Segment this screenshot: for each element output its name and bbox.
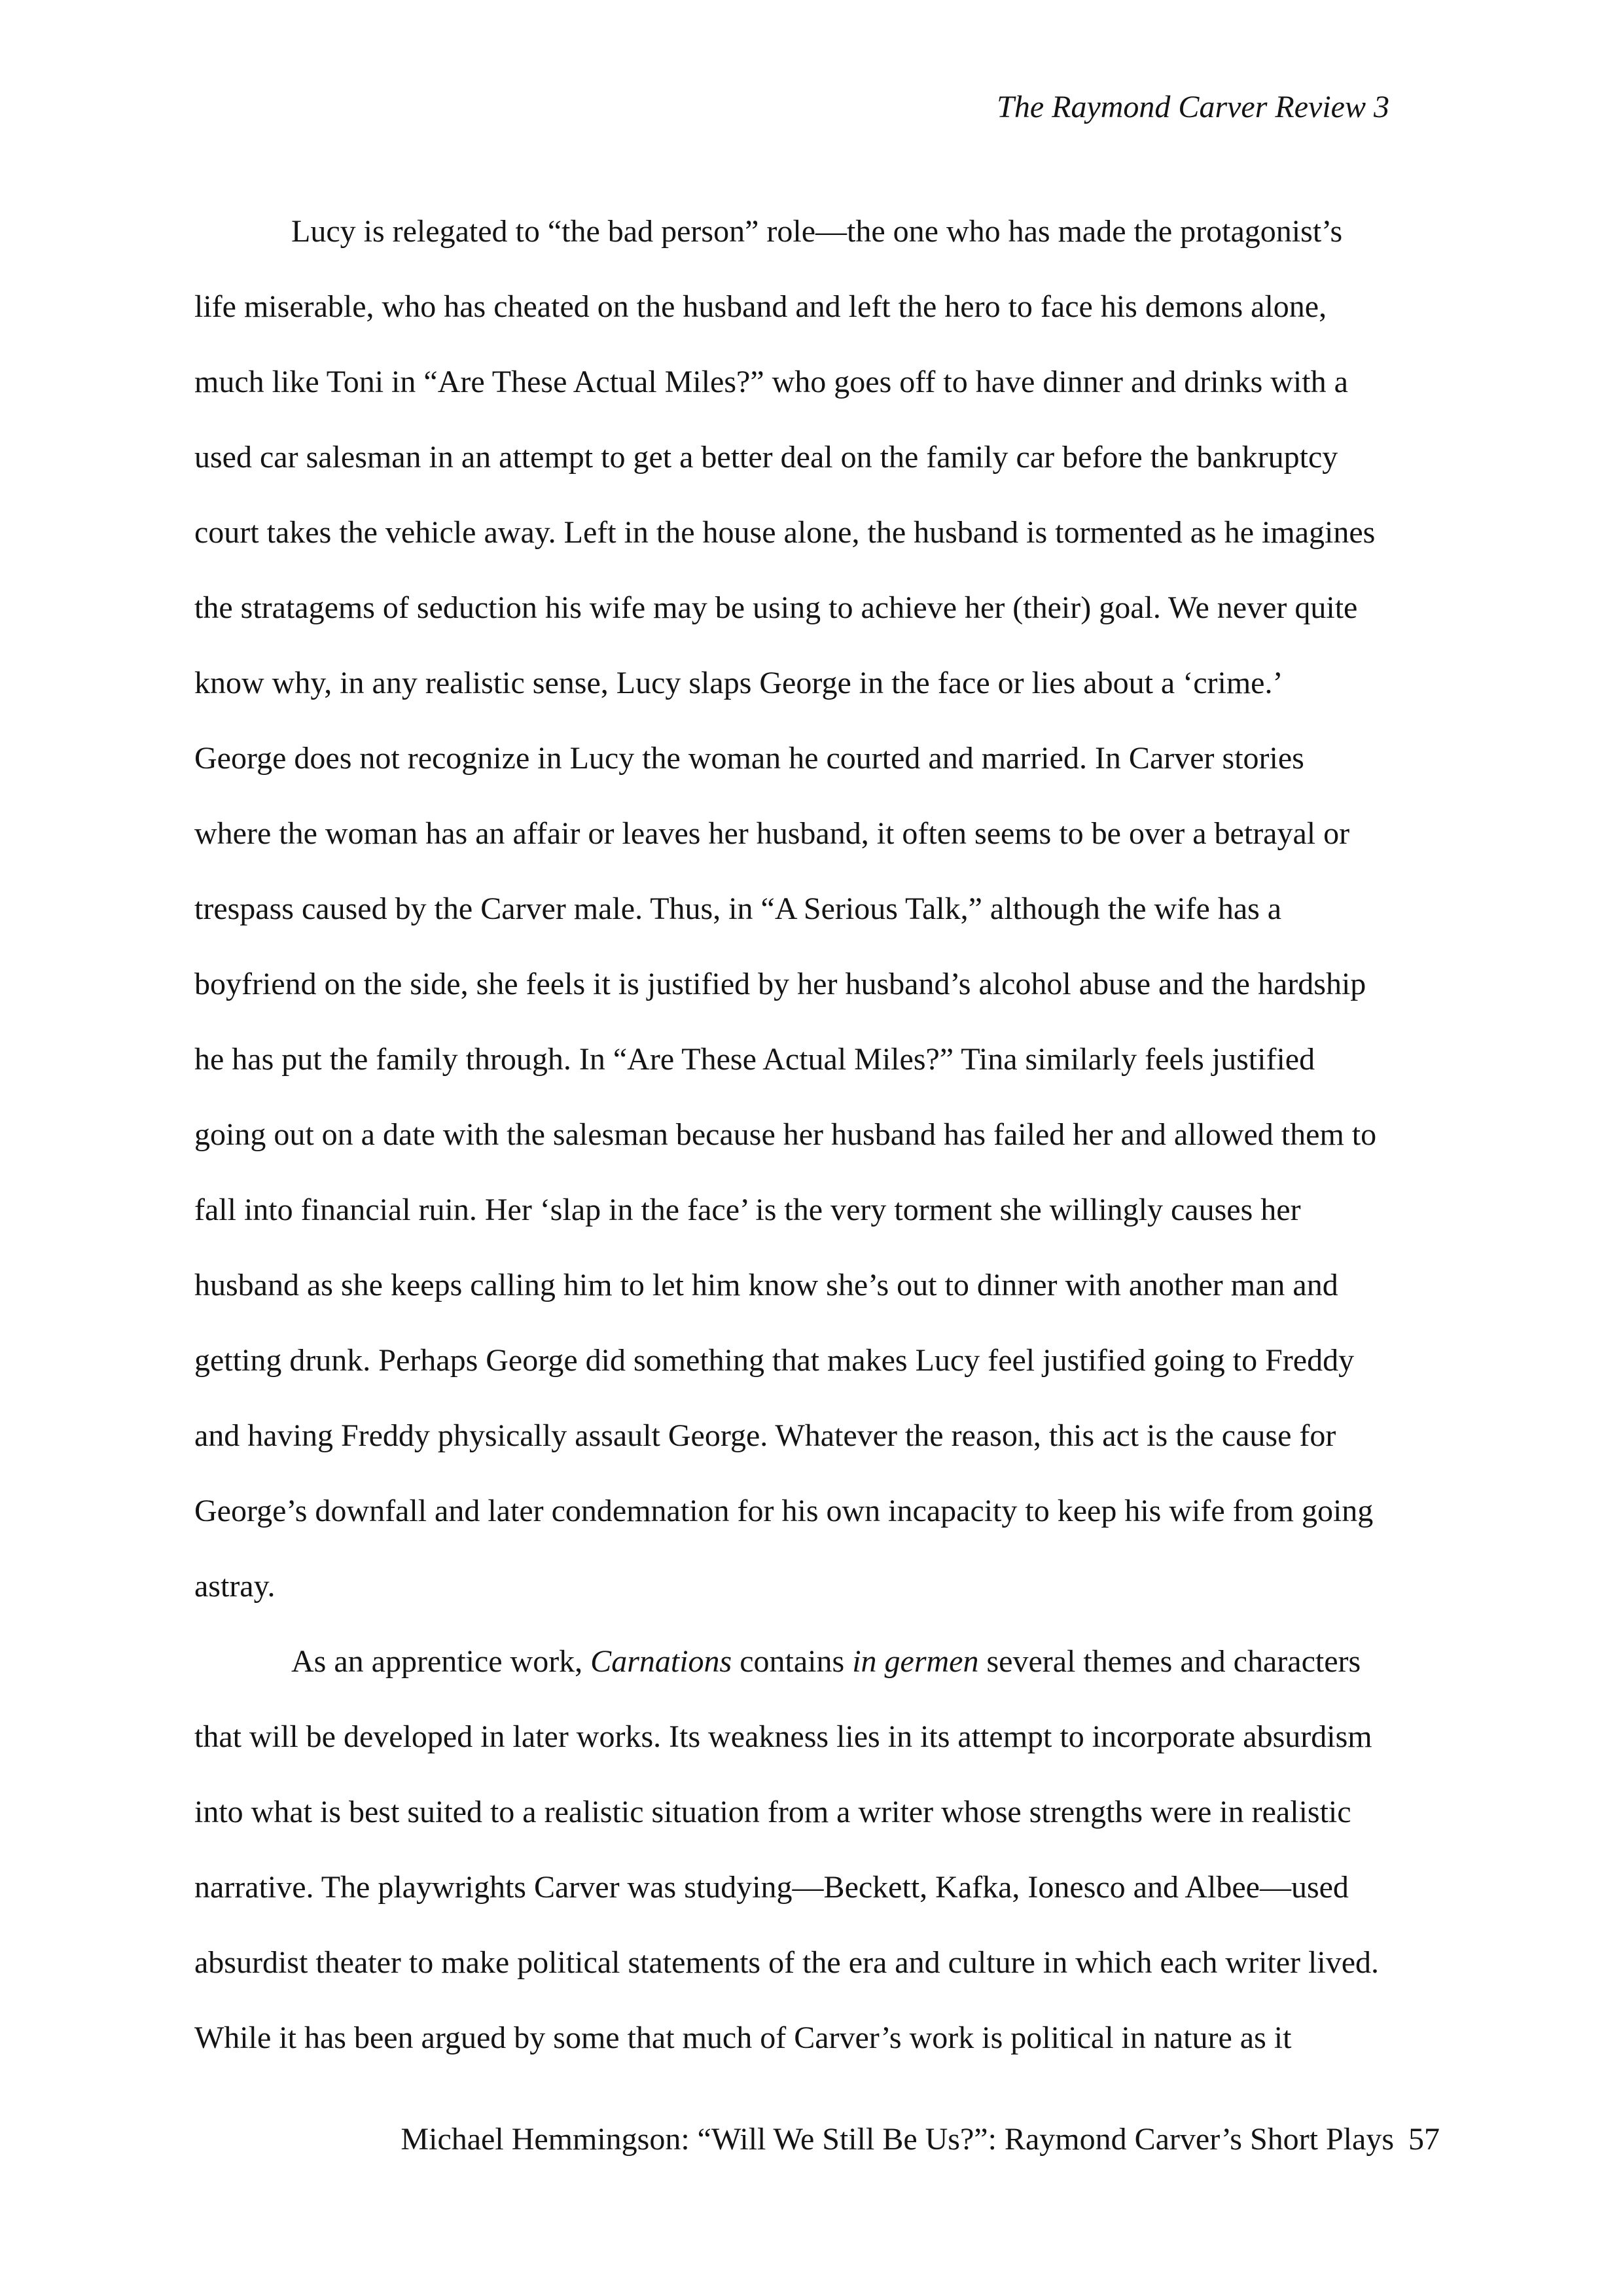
page-number: 57: [1408, 2122, 1440, 2157]
italic-phrase: in germen: [852, 1644, 979, 1679]
text-line: George does not recognize in Lucy the woman he courted and married. In Carver stories: [194, 741, 1304, 776]
page-footer: [401, 2124, 1440, 2155]
running-header: The Raymond Carver Review 3: [997, 90, 1389, 124]
text-line: narrative. The playwrights Carver was studying—Beckett, Kafka, Ionesco and Albee—used: [194, 1870, 1349, 1905]
text-line: that will be developed in later works. Its weakness lies in its attempt to incorporate absurdism: [194, 1719, 1372, 1754]
paragraph-1: [194, 194, 1439, 1624]
article-body: [194, 194, 1439, 2075]
text-line: into what is best suited to a realistic situation from a writer whose strengths were in realistic: [194, 1795, 1351, 1829]
text-line: know why, in any realistic sense, Lucy slaps George in the face or lies about a ‘crime.’: [194, 666, 1283, 700]
text-line: getting drunk. Perhaps George did something that makes Lucy feel justified going to Freddy: [194, 1343, 1355, 1378]
text-line: and having Freddy physically assault George. Whatever the reason, this act is the cause for: [194, 1418, 1336, 1453]
text-line: life miserable, who has cheated on the husband and left the hero to face his demons alone,: [194, 289, 1327, 324]
text-line: While it has been argued by some that much of Carver’s work is political in nature as it: [194, 2020, 1292, 2055]
italic-title: Carnations: [590, 1644, 732, 1679]
text-line: where the woman has an affair or leaves her husband, it often seems to be over a betrayal or: [194, 816, 1350, 851]
text-line: absurdist theater to make political statements of the era and culture in which each writer lived.: [194, 1945, 1380, 1980]
text-line: trespass caused by the Carver male. Thus, in “A Serious Talk,” although the wife has a: [194, 891, 1282, 926]
text-line: George’s downfall and later condemnation for his own incapacity to keep his wife from going: [194, 1494, 1374, 1528]
text-line: Lucy is relegated to “the bad person” role—the one who has made the protagonist’s: [291, 214, 1343, 249]
footer-citation: Michael Hemmingson: “Will We Still Be Us?”: Raymond Carver’s Short Plays: [401, 2122, 1394, 2157]
text-line: used car salesman in an attempt to get a better deal on the family car before the bankruptcy: [194, 440, 1338, 475]
text-line: husband as she keeps calling him to let him know she’s out to dinner with another man and: [194, 1268, 1338, 1302]
text-run: contains: [732, 1644, 853, 1679]
text-run: several themes and characters: [978, 1644, 1361, 1679]
text-line: boyfriend on the side, she feels it is justified by her husband’s alcohol abuse and the hardship: [194, 967, 1366, 1001]
paragraph-2: [194, 1624, 1439, 2075]
text-line: [194, 1624, 1439, 1699]
text-line: court takes the vehicle away. Left in the house alone, the husband is tormented as he imagines: [194, 515, 1376, 550]
text-line: astray.: [194, 1569, 276, 1604]
text-line: the stratagems of seduction his wife may be using to achieve her (their) goal. We never quite: [194, 590, 1358, 625]
text-line: he has put the family through. In “Are These Actual Miles?” Tina similarly feels justified: [194, 1042, 1315, 1077]
text-line: fall into financial ruin. Her ‘slap in the face’ is the very torment she willingly causes her: [194, 1193, 1301, 1227]
text-line: much like Toni in “Are These Actual Miles?” who goes off to have dinner and drinks with a: [194, 365, 1348, 399]
text-run: As an apprentice work,: [291, 1644, 591, 1679]
text-line: going out on a date with the salesman because her husband has failed her and allowed them to: [194, 1117, 1377, 1152]
